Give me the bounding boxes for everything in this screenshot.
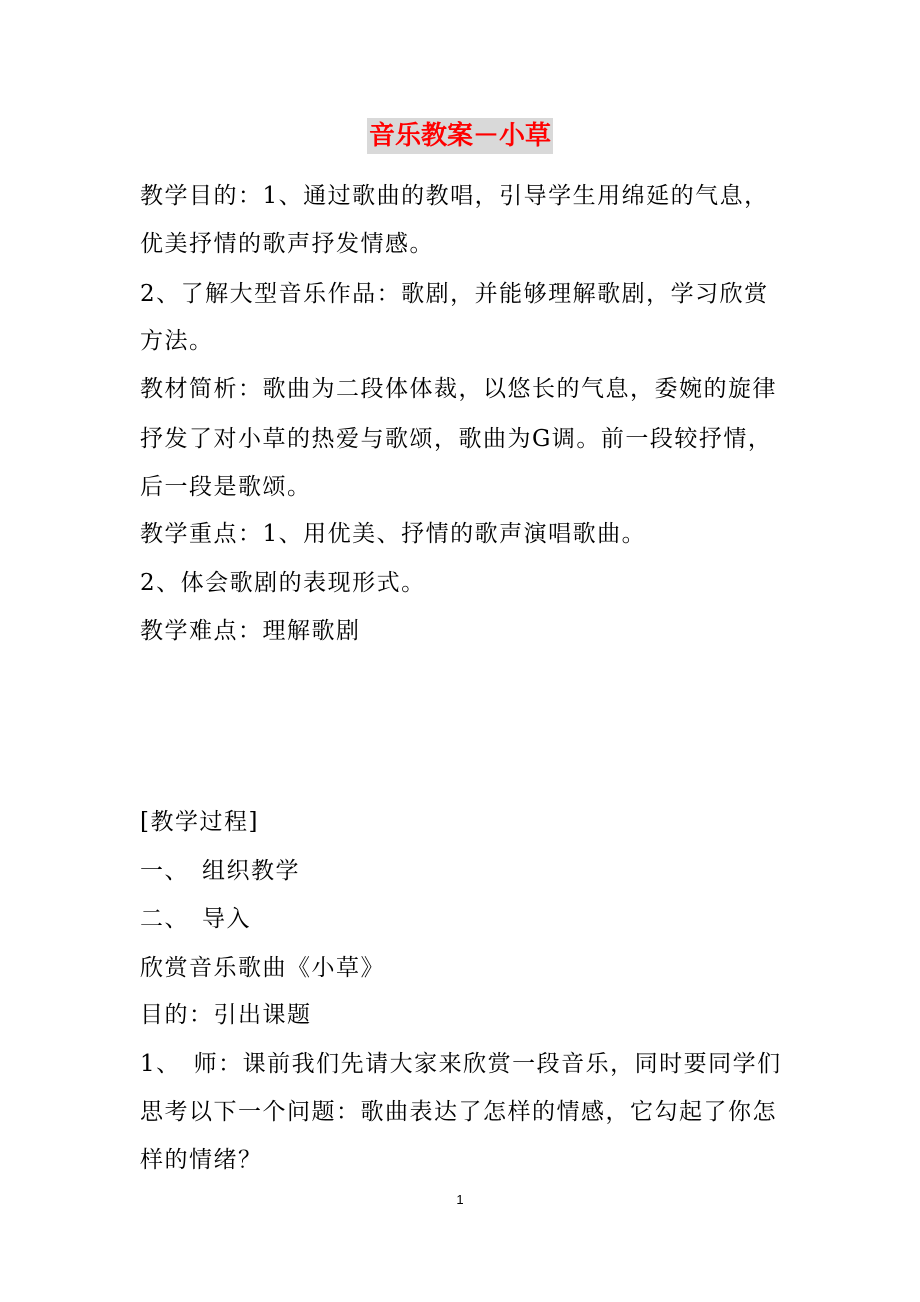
text-line: 2、体会歌剧的表现形式。	[140, 570, 426, 596]
text-line: 目的：引出课题	[140, 1002, 312, 1028]
text-line: 二、 导入	[140, 906, 251, 932]
text-line: 教学重点：1、用优美、抒情的歌声演唱歌曲。	[140, 521, 647, 547]
text-line: 抒发了对小草的热爱与歌颂，歌曲为G调。前一段较抒情，	[140, 426, 773, 452]
section-heading: [教学过程]	[140, 809, 259, 835]
text-line: 后一段是歌颂。	[140, 474, 312, 500]
text-line: 样的情绪？	[140, 1147, 263, 1173]
text-line: 1、 师：课前我们先请大家来欣赏一段音乐，同时要同学们	[140, 1051, 782, 1077]
text-line: 教学目的：1、通过歌曲的教唱，引导学生用绵延的气息，	[140, 183, 769, 209]
text-line: 优美抒情的歌声抒发情感。	[140, 231, 434, 257]
document-title: 音乐教案－小草	[367, 118, 553, 154]
text-line: 教材简析：歌曲为二段体体裁，以悠长的气息，委婉的旋律	[140, 376, 777, 402]
text-line: 思考以下一个问题：歌曲表达了怎样的情感，它勾起了你怎	[140, 1099, 777, 1125]
text-line: 教学难点：理解歌剧	[140, 618, 361, 644]
page-number: 1	[456, 1192, 464, 1207]
text-line: 欣赏音乐歌曲《小草》	[140, 955, 385, 981]
text-line: 方法。	[140, 328, 214, 354]
title-container	[0, 118, 920, 154]
text-line: 2、了解大型音乐作品：歌剧，并能够理解歌剧，学习欣赏	[140, 281, 769, 307]
text-line: 一、 组织教学	[140, 858, 300, 884]
